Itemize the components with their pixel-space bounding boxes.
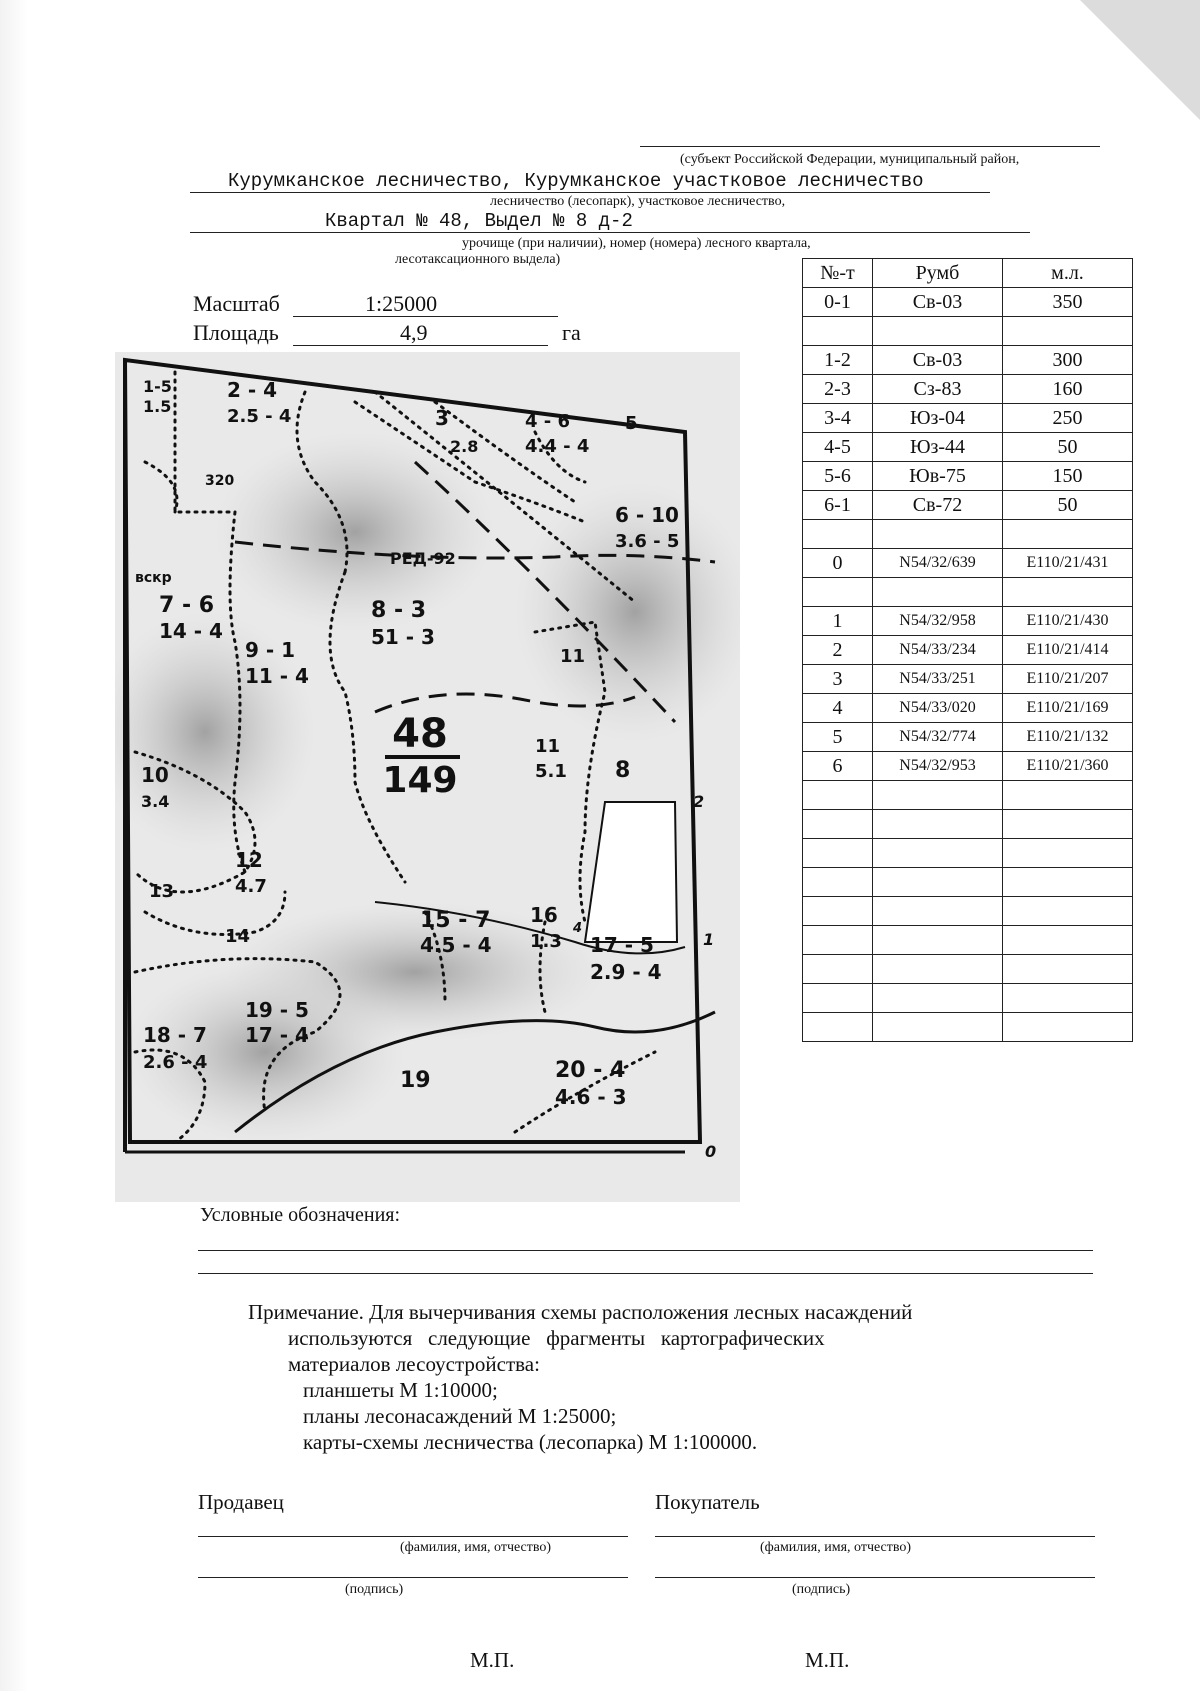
seller-sign-caption: (подпись) (345, 1582, 404, 1597)
header-rumb: Румб (873, 259, 1003, 288)
plot-label: 5 (625, 413, 638, 434)
seller-stamp: М.П. (470, 1648, 515, 1672)
blank-row (803, 926, 1133, 955)
empty-cell (1003, 1013, 1133, 1042)
point-cell (803, 578, 873, 607)
blank-row (803, 520, 1133, 549)
rumb-cell: Юв-75 (873, 462, 1003, 491)
empty-cell (1003, 781, 1133, 810)
empty-cell (1003, 839, 1133, 868)
longitude-cell: E110/21/360 (1003, 752, 1133, 781)
blank-row (803, 810, 1133, 839)
quarter-number: 48 (392, 711, 448, 757)
note-line-4: планшеты М 1:10000; (303, 1378, 498, 1402)
length-cell: 50 (1003, 433, 1133, 462)
plot-label: 3 (435, 406, 449, 430)
empty-cell (1003, 926, 1133, 955)
plot-label: 14 (225, 926, 251, 947)
plot-label: 19 (400, 1068, 431, 1093)
empty-cell (803, 781, 873, 810)
buyer-sign-line (655, 1577, 1095, 1578)
empty-cell (873, 1013, 1003, 1042)
empty-cell (873, 868, 1003, 897)
point-cell: 3-4 (803, 404, 873, 433)
forestry-value: Курумканское лесничество, Курумканское участковое лесничество (228, 170, 924, 192)
plot-label: 3.4 (141, 792, 170, 811)
rumb-table (802, 258, 1133, 1042)
empty-cell (873, 926, 1003, 955)
rumb-cell: Св-03 (873, 288, 1003, 317)
empty-cell (873, 897, 1003, 926)
empty-cell (873, 955, 1003, 984)
subject-line (640, 146, 1100, 147)
segment-row (803, 433, 1133, 462)
area-label: Площадь (193, 320, 279, 345)
empty-cell (1003, 897, 1133, 926)
plot-label: 4.7 (235, 876, 267, 897)
scan-edge-shadow (0, 0, 28, 1691)
empty-cell (803, 839, 873, 868)
plot-label: 4 - 6 (525, 411, 571, 432)
segment-row (803, 404, 1133, 433)
buyer-name-caption: (фамилия, имя, отчество) (760, 1540, 912, 1555)
segment-row (803, 491, 1133, 520)
plot-label: 8 - 3 (371, 598, 427, 623)
note-line-5: планы лесонасаждений М 1:25000; (303, 1404, 617, 1428)
point-cell: 3 (803, 665, 873, 694)
empty-cell (873, 810, 1003, 839)
plot-label: 2.8 (450, 437, 479, 456)
length-cell: 50 (1003, 491, 1133, 520)
empty-cell (873, 839, 1003, 868)
plot-label: 6 - 10 (615, 503, 679, 527)
point-cell: 2 (803, 636, 873, 665)
empty-cell (1003, 955, 1133, 984)
coordinate-row (803, 752, 1133, 781)
plot-label: 7 - 6 (159, 593, 215, 618)
quarter-area: 149 (382, 760, 458, 801)
length-cell (1003, 317, 1133, 346)
area-line (293, 345, 548, 346)
scale-label: Масштаб (193, 291, 280, 316)
plot-label: РЕД-92 (390, 549, 456, 568)
rumb-cell: Св-03 (873, 346, 1003, 375)
point-cell: 4-5 (803, 433, 873, 462)
latitude-cell: N54/33/234 (873, 636, 1003, 665)
plot-label: 8 (615, 758, 631, 783)
longitude-cell: E110/21/431 (1003, 549, 1133, 578)
legend-line-1 (198, 1250, 1093, 1251)
seller-name-caption: (фамилия, имя, отчество) (400, 1540, 552, 1555)
blank-row (803, 868, 1133, 897)
empty-cell (873, 781, 1003, 810)
note-line-3: материалов лесоустройства: (288, 1352, 540, 1376)
plot-label: 14 - 4 (159, 619, 223, 643)
length-cell: 160 (1003, 375, 1133, 404)
longitude-cell: E110/21/207 (1003, 665, 1133, 694)
coordinate-row (803, 636, 1133, 665)
coordinate-row (803, 665, 1133, 694)
point-cell: 5 (803, 723, 873, 752)
length-cell: 250 (1003, 404, 1133, 433)
buyer-name-line (655, 1536, 1095, 1537)
rumb-cell: Юз-44 (873, 433, 1003, 462)
header-length: м.л. (1003, 259, 1133, 288)
rumb-cell: Сз-83 (873, 375, 1003, 404)
point-cell: 4 (803, 694, 873, 723)
longitude-cell: E110/21/169 (1003, 694, 1133, 723)
buyer-sign-caption: (подпись) (792, 1582, 851, 1597)
scale-value: 1:25000 (365, 291, 438, 316)
folded-corner (1080, 0, 1200, 120)
location-value: Квартал № 48, Выдел № 8 д-2 (325, 210, 633, 232)
empty-cell (803, 955, 873, 984)
plot-label: 16 (530, 903, 558, 927)
coordinate-row (803, 723, 1133, 752)
empty-cell (803, 810, 873, 839)
point-cell: 6-1 (803, 491, 873, 520)
longitude-cell: E110/21/414 (1003, 636, 1133, 665)
plot-label: 2.5 - 4 (227, 406, 292, 427)
blank-row (803, 1013, 1133, 1042)
latitude-cell: N54/32/774 (873, 723, 1003, 752)
plot-label: 20 - 4 (555, 1058, 626, 1083)
plot-label: 2.9 - 4 (590, 960, 662, 984)
plot-label: 10 (141, 763, 169, 787)
plot-label: 1-5 (143, 377, 172, 396)
empty-cell (803, 926, 873, 955)
table-header-row (803, 259, 1133, 288)
empty-cell (803, 520, 873, 549)
longitude-cell (1003, 578, 1133, 607)
plot-label: 11 - 4 (245, 664, 309, 688)
plot-label: 4.4 - 4 (525, 436, 590, 457)
plot-label: 5.1 (535, 761, 567, 782)
empty-cell (1003, 868, 1133, 897)
longitude-cell: E110/21/132 (1003, 723, 1133, 752)
point-cell: 5-6 (803, 462, 873, 491)
latitude-cell: N54/33/251 (873, 665, 1003, 694)
segment-row (803, 317, 1133, 346)
plot-label: 51 - 3 (371, 625, 435, 649)
blank-row (803, 839, 1133, 868)
point-cell: 1 (803, 607, 873, 636)
blank-row (803, 984, 1133, 1013)
note-line-6: карты-схемы лесничества (лесопарка) М 1:100000. (303, 1430, 758, 1454)
rumb-cell (873, 317, 1003, 346)
coordinate-row (803, 549, 1133, 578)
latitude-cell: N54/32/958 (873, 607, 1003, 636)
segment-row (803, 375, 1133, 404)
plot-label: 13 (149, 881, 175, 902)
point-label-2: 2 (693, 792, 705, 811)
point-label-1: 1 (703, 930, 715, 949)
header-point: №-т (803, 259, 873, 288)
plot-label: 19 - 5 (245, 998, 309, 1022)
latitude-cell: N54/32/639 (873, 549, 1003, 578)
plot-label: 11 (535, 736, 561, 757)
longitude-cell: E110/21/430 (1003, 607, 1133, 636)
plot-label: 18 - 7 (143, 1023, 207, 1047)
segment-row (803, 288, 1133, 317)
plot-label: 2 - 4 (227, 378, 278, 402)
forestry-caption: лесничество (лесопарк), участковое лесничество, (490, 194, 786, 209)
buyer-stamp: М.П. (805, 1648, 850, 1672)
note-line-2: используются следующие фрагменты картографических (288, 1326, 825, 1350)
legend-label: Условные обозначения: (200, 1204, 401, 1226)
empty-cell (1003, 984, 1133, 1013)
plot-label: вскр (135, 570, 172, 586)
rumb-cell: Св-72 (873, 491, 1003, 520)
seller-label: Продавец (198, 1490, 284, 1514)
empty-cell (873, 520, 1003, 549)
subject-caption: (субъект Российской Федерации, муниципальный район, (680, 152, 1020, 167)
empty-cell (1003, 520, 1133, 549)
point-cell: 2-3 (803, 375, 873, 404)
note-line-1: Примечание. Для вычерчивания схемы расположения лесных насаждений (248, 1300, 913, 1324)
blank-row (803, 955, 1133, 984)
plot-label: 320 (205, 473, 235, 489)
forest-map (115, 352, 740, 1202)
latitude-cell: N54/32/953 (873, 752, 1003, 781)
seller-name-line (198, 1536, 628, 1537)
area-value: 4,9 (400, 320, 428, 345)
scale-line (293, 316, 558, 317)
blank-row (803, 897, 1133, 926)
plot-label: 9 - 1 (245, 638, 296, 662)
point-cell: 0 (803, 549, 873, 578)
plot-label: 17 - 5 (590, 933, 654, 957)
plot-label: 2.6 - 4 (143, 1052, 208, 1073)
length-cell: 350 (1003, 288, 1133, 317)
empty-cell (873, 984, 1003, 1013)
forestry-line (190, 192, 990, 193)
plot-label: 11 (560, 646, 586, 667)
coordinate-row (803, 578, 1133, 607)
segment-row (803, 462, 1133, 491)
empty-cell (1003, 810, 1133, 839)
point-label-0: 0 (705, 1142, 717, 1161)
legend-line-2 (198, 1273, 1093, 1274)
area-unit: га (562, 320, 581, 345)
point-cell: 6 (803, 752, 873, 781)
buyer-label: Покупатель (655, 1490, 760, 1514)
seller-sign-line (198, 1577, 628, 1578)
plot-label: 15 - 7 (420, 908, 491, 933)
plot-label: 1.3 (530, 931, 562, 952)
plot-label: 12 (235, 848, 263, 872)
empty-cell (803, 1013, 873, 1042)
plot-label: 3.6 - 5 (615, 531, 680, 552)
point-cell: 1-2 (803, 346, 873, 375)
location-line (190, 232, 1030, 233)
plot-label: 4.5 - 4 (420, 933, 492, 957)
point-label-4: 4 (573, 921, 583, 936)
plot-label: 4.6 - 3 (555, 1085, 627, 1109)
segment-row (803, 346, 1133, 375)
empty-cell (803, 868, 873, 897)
blank-row (803, 781, 1133, 810)
latitude-cell (873, 578, 1003, 607)
empty-cell (803, 897, 873, 926)
plot-label: 1.5 (143, 397, 172, 416)
plot-label: 17 - 4 (245, 1023, 309, 1047)
length-cell: 150 (1003, 462, 1133, 491)
location-caption-2: лесотаксационного выдела) (395, 252, 561, 267)
location-caption-1: урочище (при наличии), номер (номера) лесного квартала, (462, 236, 811, 251)
shaded-area (215, 432, 495, 632)
coordinate-row (803, 694, 1133, 723)
empty-cell (803, 984, 873, 1013)
point-cell: 0-1 (803, 288, 873, 317)
coordinate-row (803, 607, 1133, 636)
rumb-cell: Юз-04 (873, 404, 1003, 433)
length-cell: 300 (1003, 346, 1133, 375)
point-cell (803, 317, 873, 346)
latitude-cell: N54/33/020 (873, 694, 1003, 723)
